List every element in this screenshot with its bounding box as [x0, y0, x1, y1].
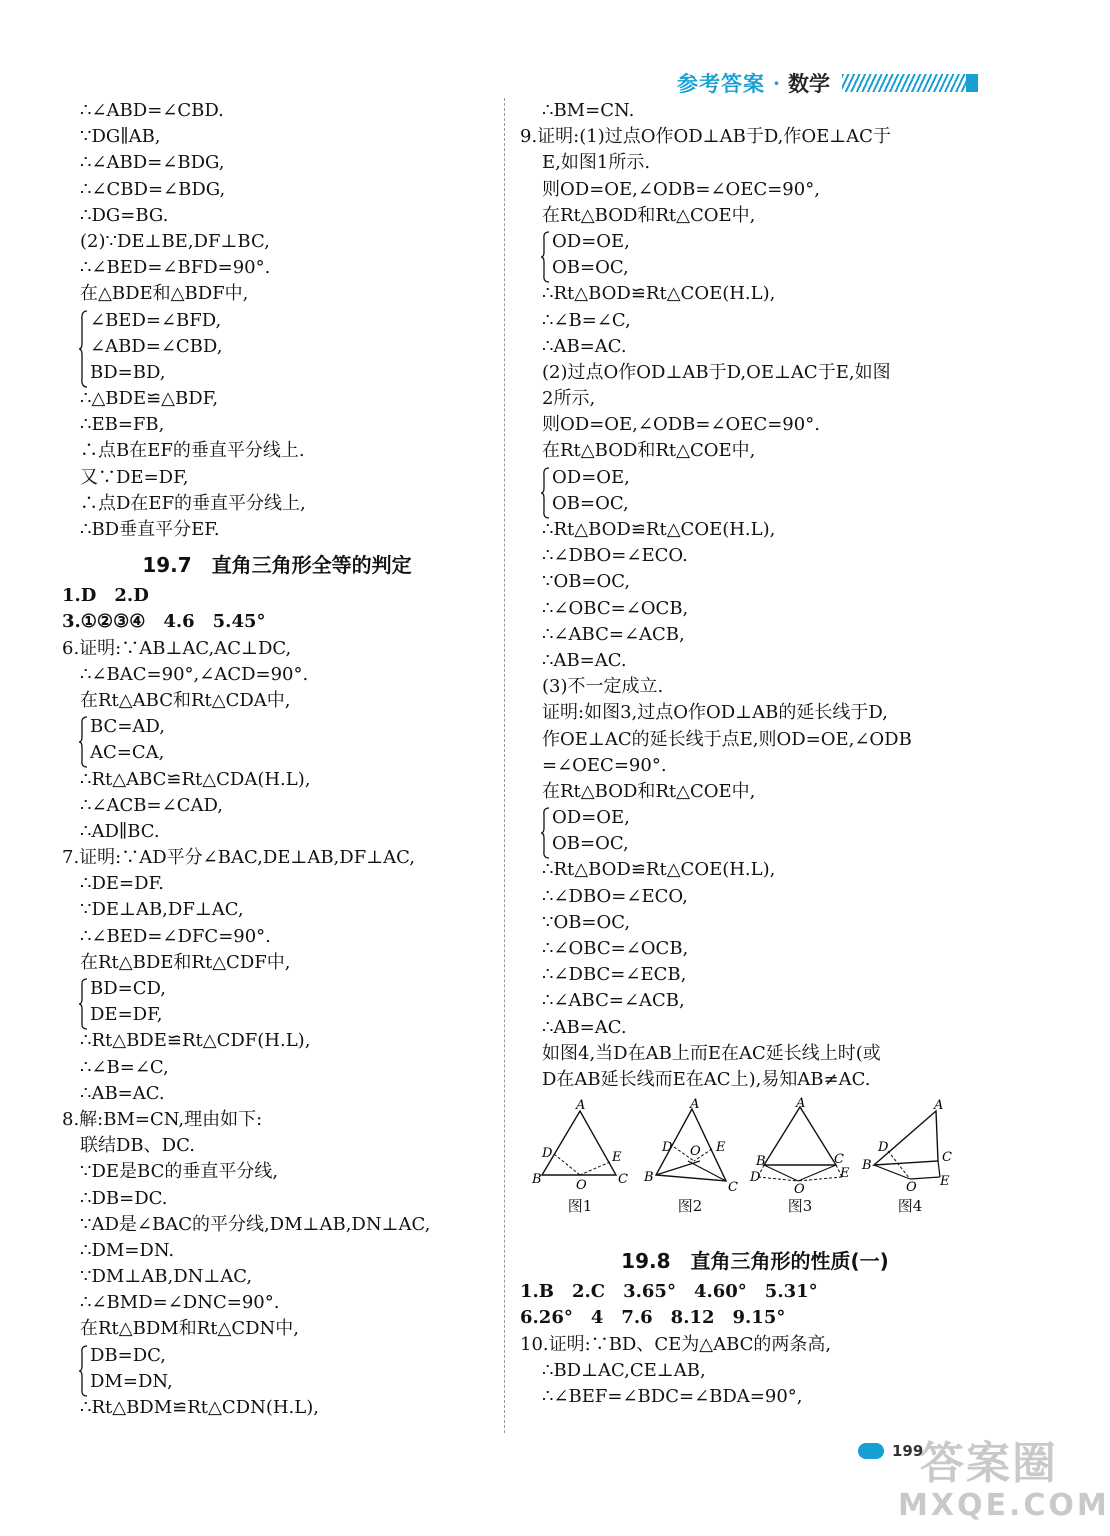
- figure-2: [640, 1099, 740, 1217]
- answer-line: 9.证明:(1)过点O作OD⊥AB于D,作OE⊥AC于: [520, 126, 891, 148]
- text-line: 作OE⊥AC的延长线于点E,则OD=OE,∠ODB: [542, 728, 912, 750]
- text-line: OD=OE,: [552, 807, 630, 829]
- text-line: ∴DM=DN.: [80, 1239, 175, 1261]
- text-line: ∵DG∥AB,: [80, 126, 161, 148]
- text-line: ∵OB=OC,: [542, 911, 631, 933]
- label-d: D: [542, 1146, 553, 1162]
- header-title: 参考答案: [677, 72, 766, 96]
- label-o: O: [690, 1144, 701, 1160]
- text-line: ∴EB=FB,: [80, 414, 165, 436]
- label-c: C: [618, 1172, 628, 1188]
- condition-brace-group: [62, 308, 492, 387]
- label-e: E: [940, 1174, 950, 1190]
- text-line: ∠BED=∠BFD,: [90, 309, 222, 331]
- text-line: 在△BDE和△BDF中,: [80, 283, 249, 305]
- figure-1: [530, 1099, 630, 1217]
- watermark-logo: [898, 1438, 1110, 1530]
- label-o: O: [906, 1180, 917, 1196]
- column-divider: [504, 98, 505, 1433]
- left-brace-icon: [78, 310, 88, 388]
- condition-brace-group: [520, 805, 990, 857]
- page-header: [677, 68, 978, 98]
- figure-caption: 图2: [677, 1197, 703, 1216]
- figure-row: [530, 1096, 960, 1217]
- text-line: ∴BM=CN.: [542, 100, 635, 121]
- left-brace-icon: [78, 716, 88, 768]
- text-line: ∴点B在EF的垂直平分线上.: [80, 440, 305, 462]
- text-line: ∴DE=DF.: [80, 873, 164, 895]
- text-line: 证明:如图3,过点O作OD⊥AB的延长线于D,: [542, 702, 888, 724]
- left-brace-icon: [540, 807, 550, 859]
- label-c: C: [728, 1180, 738, 1196]
- text-line: ∴BD垂直平分EF.: [80, 519, 220, 540]
- text-line: ∴∠BED=∠BFD=90°.: [80, 257, 271, 279]
- text-line: 在Rt△BOD和Rt△COE中,: [542, 780, 756, 802]
- text-line: ∴∠ABC=∠ACB,: [542, 990, 685, 1012]
- text-line: ∴DB=DC.: [80, 1187, 168, 1209]
- text-line: ∴∠DBO=∠ECO,: [542, 885, 688, 907]
- text-line: ∴∠OBC=∠OCB,: [542, 938, 689, 959]
- text-line: OD=OE,: [552, 466, 630, 488]
- text-line: 则OD=OE,∠ODB=∠OEC=90°.: [542, 414, 820, 436]
- text-line: BD=BD,: [90, 361, 166, 383]
- text-line: DB=DC,: [90, 1344, 167, 1366]
- text-line: ∴∠ABD=∠BDG,: [80, 152, 225, 174]
- text-line: 在Rt△BOD和Rt△COE中,: [542, 440, 756, 462]
- condition-brace-group: [520, 465, 990, 517]
- text-line: ∴∠BAC=90°,∠ACD=90°.: [80, 663, 309, 685]
- label-d: D: [878, 1140, 889, 1156]
- text-line: ∴AB=AC.: [542, 1016, 627, 1038]
- left-brace-icon: [540, 467, 550, 519]
- text-line: ∴AD∥BC.: [80, 820, 160, 842]
- left-brace-icon: [78, 978, 88, 1030]
- text-line: D在AB延长线而E在AC上),易知AB≠AC.: [542, 1068, 871, 1090]
- text-line: OD=OE,: [552, 230, 630, 252]
- left-brace-icon: [78, 1345, 88, 1397]
- text-line: ∴点D在EF的垂直平分线上,: [80, 492, 306, 514]
- label-e: E: [840, 1166, 850, 1182]
- text-line: ∴Rt△BOD≌Rt△COE(H.L),: [542, 519, 776, 540]
- answer-line: 6.26° 4 7.6 8.12 9.15°: [520, 1307, 786, 1329]
- text-line: ∴∠ABD=∠CBD.: [80, 100, 224, 121]
- text-line: ∴AB=AC.: [542, 649, 627, 671]
- text-line: ∴DG=BG.: [80, 204, 169, 226]
- text-line: ∴Rt△BOD≌Rt△COE(H.L),: [542, 859, 776, 881]
- section-heading: 19.8 直角三角形的性质(一): [621, 1249, 889, 1274]
- label-o: O: [576, 1178, 587, 1194]
- right-column: [520, 98, 990, 1410]
- label-b: B: [756, 1154, 766, 1170]
- text-line: ∴∠BED=∠DFC=90°.: [80, 925, 271, 947]
- text-line: BC=AD,: [90, 716, 165, 738]
- text-line: ∴AB=AC.: [80, 1082, 165, 1104]
- text-line: ∴∠DBC=∠ECB,: [542, 964, 687, 986]
- text-line: 在Rt△ABC和Rt△CDA中,: [80, 689, 291, 711]
- text-line: ∠ABD=∠CBD,: [90, 335, 223, 357]
- text-line: 又∵DE=DF,: [80, 466, 189, 488]
- label-c: C: [942, 1150, 952, 1166]
- answer-line: 7.证明:∵AD平分∠BAC,DE⊥AB,DF⊥AC,: [62, 847, 415, 869]
- text-line: ∴∠B=∠C,: [80, 1056, 169, 1078]
- page-marker-icon: [858, 1443, 884, 1459]
- text-line: 2所示,: [542, 388, 596, 410]
- text-line: ∵DE是BC的垂直平分线,: [80, 1161, 279, 1183]
- text-line: OB=OC,: [552, 257, 629, 279]
- text-line: ∴∠BEF=∠BDC=∠BDA=90°,: [542, 1385, 803, 1407]
- text-line: ∴∠DBO=∠ECO.: [542, 545, 688, 567]
- text-line: ∴BD⊥AC,CE⊥AB,: [542, 1359, 706, 1381]
- condition-brace-group: [520, 229, 990, 281]
- text-line: ∴Rt△BOD≌Rt△COE(H.L),: [542, 283, 776, 305]
- label-e: E: [716, 1140, 726, 1156]
- text-line: ∵AD是∠BAC的平分线,DM⊥AB,DN⊥AC,: [80, 1213, 431, 1235]
- text-line: =∠OEC=90°.: [542, 754, 667, 776]
- condition-brace-group: [62, 714, 492, 766]
- figure-caption: 图4: [897, 1197, 923, 1216]
- triangle-figure-3: [750, 1096, 850, 1198]
- text-line: DM=DN,: [90, 1370, 173, 1392]
- label-c: C: [834, 1152, 844, 1168]
- text-line: ∴∠OBC=∠OCB,: [542, 597, 689, 619]
- condition-brace-group: [62, 1343, 492, 1395]
- section-heading: 19.7 直角三角形全等的判定: [142, 553, 412, 578]
- text-line: ∴∠ACB=∠CAD,: [80, 794, 223, 816]
- watermark-top: 答案圈: [920, 1438, 1058, 1489]
- label-o: O: [794, 1182, 805, 1198]
- answer-line: 1.B 2.C 3.65° 4.60° 5.31°: [520, 1281, 818, 1303]
- label-e: E: [612, 1150, 622, 1166]
- label-a: A: [690, 1097, 700, 1113]
- text-line: ∵DM⊥AB,DN⊥AC,: [80, 1266, 253, 1288]
- condition-brace-group: [62, 976, 492, 1028]
- figure-caption: 图3: [787, 1197, 813, 1216]
- text-line: ∴AB=AC.: [542, 335, 627, 357]
- header-subject: 数学: [788, 72, 830, 96]
- text-line: (2)过点O作OD⊥AB于D,OE⊥AC于E,如图: [542, 361, 891, 383]
- answer-line: 1.D 2.D: [62, 585, 149, 607]
- answer-line: 10.证明:∵BD、CE为△ABC的两条高,: [520, 1333, 832, 1355]
- text-line: ∴△BDE≌△BDF,: [80, 388, 219, 410]
- text-line: 在Rt△BOD和Rt△COE中,: [542, 204, 756, 226]
- text-line: BD=CD,: [90, 978, 167, 999]
- text-line: OB=OC,: [552, 833, 629, 855]
- watermark-bottom: MXQE.COM: [898, 1488, 1110, 1523]
- answer-line: 8.解:BM=CN,理由如下:: [62, 1108, 263, 1130]
- left-column: [62, 98, 492, 1421]
- text-line: ∵OB=OC,: [542, 571, 631, 593]
- answer-line: 3.①②③④ 4.6 5.45°: [62, 611, 266, 633]
- text-line: 在Rt△BDE和Rt△CDF中,: [80, 951, 291, 973]
- label-b: B: [644, 1170, 654, 1186]
- text-line: (2)∵DE⊥BE,DF⊥BC,: [80, 230, 270, 252]
- label-a: A: [796, 1096, 806, 1112]
- left-brace-icon: [540, 231, 550, 283]
- text-line: E,如图1所示.: [542, 152, 651, 174]
- text-line: ∴∠ABC=∠ACB,: [542, 623, 685, 645]
- text-line: ∴Rt△ABC≌Rt△CDA(H.L),: [80, 768, 311, 790]
- label-d: D: [750, 1170, 761, 1186]
- label-b: B: [862, 1158, 872, 1174]
- page-number: 199: [892, 1442, 924, 1460]
- triangle-figure-4: [860, 1099, 960, 1195]
- header-stripe-bar: [842, 74, 978, 92]
- figure-3: [750, 1096, 850, 1217]
- text-line: 联结DB、DC.: [80, 1135, 195, 1157]
- text-line: ∴Rt△BDM≌Rt△CDN(H.L),: [80, 1397, 319, 1418]
- figure-caption: 图1: [567, 1197, 593, 1216]
- text-line: ∵DE⊥AB,DF⊥AC,: [80, 899, 244, 921]
- text-line: AC=CA,: [90, 742, 165, 764]
- text-line: ∴∠CBD=∠BDG,: [80, 178, 226, 200]
- text-line: 如图4,当D在AB上而E在AC延长线上时(或: [542, 1042, 881, 1064]
- text-line: DE=DF,: [90, 1004, 163, 1026]
- header-dot: ·: [773, 71, 780, 95]
- label-a: A: [576, 1098, 586, 1114]
- label-a: A: [934, 1098, 944, 1114]
- text-line: 在Rt△BDM和Rt△CDN中,: [80, 1318, 300, 1340]
- answer-line: 6.证明:∵AB⊥AC,AC⊥DC,: [62, 637, 292, 659]
- figure-4: [860, 1099, 960, 1217]
- label-d: D: [662, 1140, 673, 1156]
- label-b: B: [532, 1172, 542, 1188]
- text-line: ∴∠BMD=∠DNC=90°.: [80, 1292, 280, 1314]
- text-line: ∴Rt△BDE≌Rt△CDF(H.L),: [80, 1030, 311, 1052]
- triangle-figure-2: [640, 1099, 740, 1195]
- text-line: 则OD=OE,∠ODB=∠OEC=90°,: [542, 178, 820, 200]
- text-line: ∴∠B=∠C,: [542, 309, 631, 331]
- text-line: OB=OC,: [552, 492, 629, 514]
- text-line: (3)不一定成立.: [542, 676, 664, 698]
- triangle-figure-1: [530, 1099, 630, 1195]
